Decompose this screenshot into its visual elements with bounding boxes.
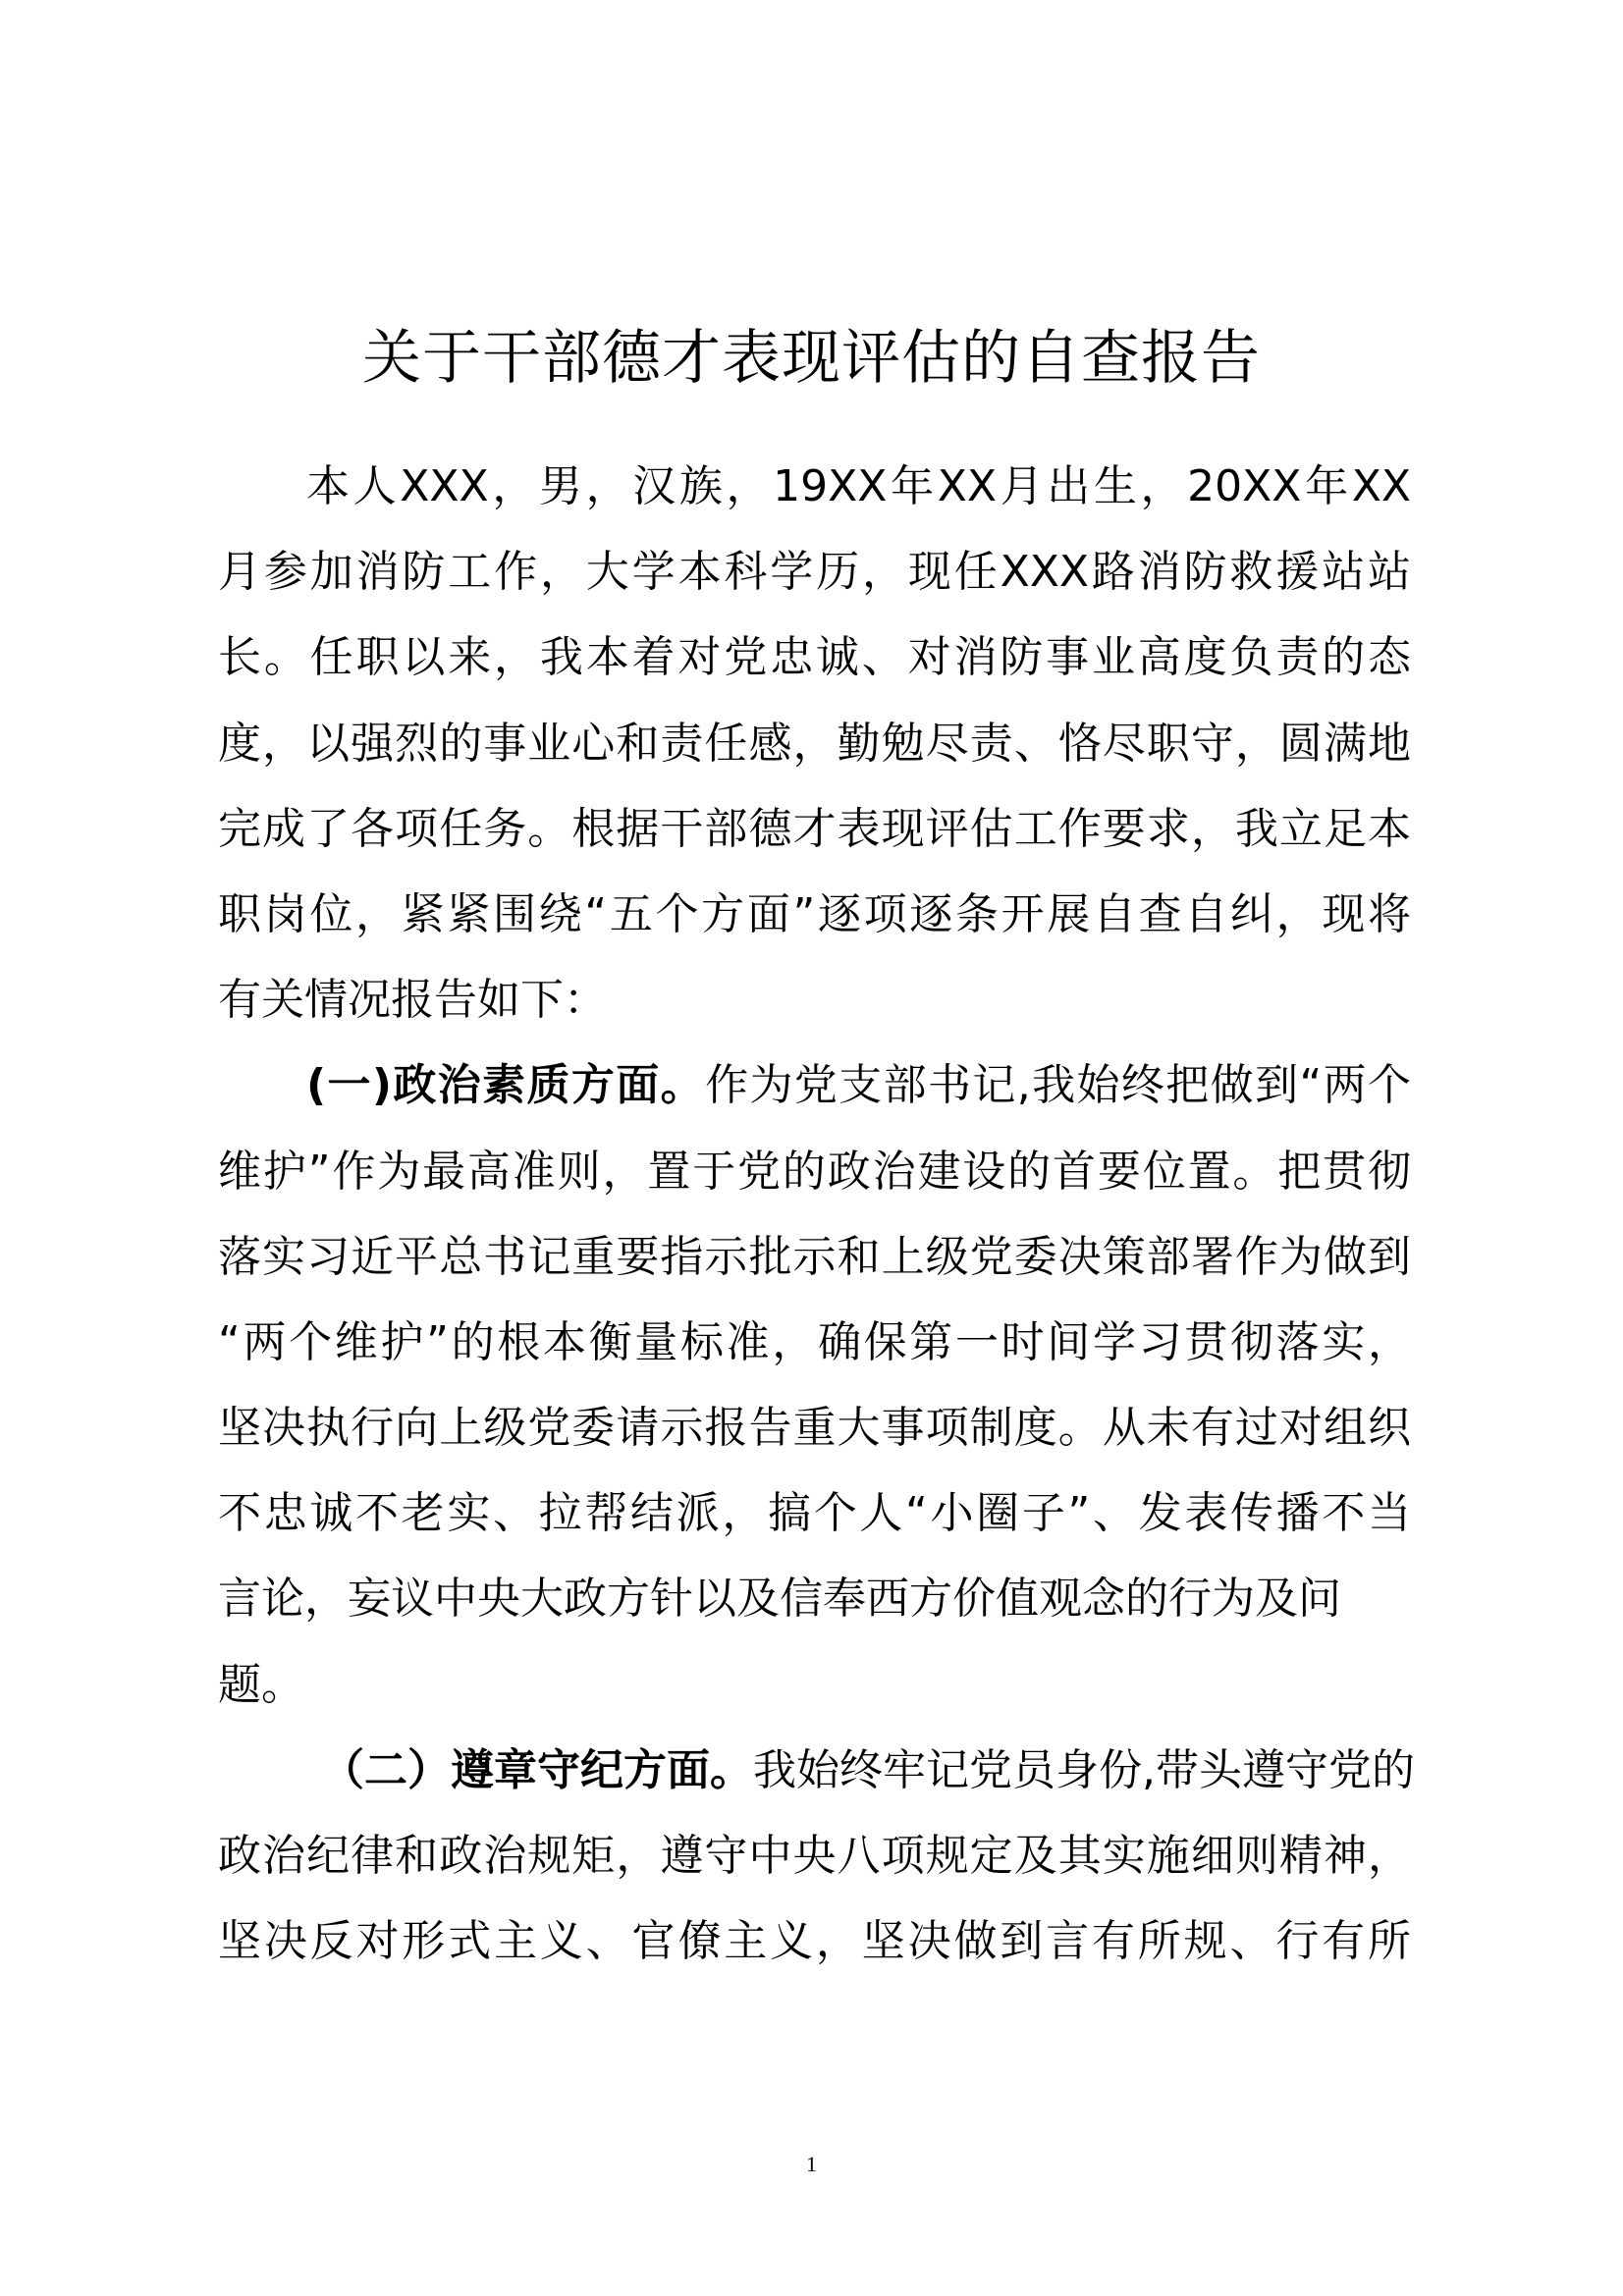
text-line: 政治纪律和政治规矩，遵守中央八项规定及其实施细则精神， bbox=[218, 1831, 1411, 1881]
section-heading: (一)政治素质方面。 bbox=[306, 1060, 706, 1111]
text-line: 本人XXX，男，汉族，19XX年XX月出生，20XX年XX bbox=[306, 461, 1411, 511]
paragraph-discipline bbox=[218, 1728, 1415, 1985]
text-line: 有关情况报告如下： bbox=[218, 975, 607, 1026]
document-title: 关于干部德才表现评估的自查报告 bbox=[362, 324, 1261, 393]
text-line: 长。任职以来，我本着对党忠诚、对消防事业高度负责的态 bbox=[218, 632, 1411, 683]
text-line: 落实习近平总书记重要指示批示和上级党委决策部署作为做到 bbox=[218, 1231, 1411, 1282]
text-line: 职岗位，紧紧围绕“五个方面”逐项逐条开展自查自纠，现将 bbox=[218, 888, 1411, 939]
paragraph-intro bbox=[218, 444, 1411, 1042]
text-span: 作为党支部书记,我始终把做到“两个 bbox=[705, 1060, 1412, 1111]
text-line: 坚决执行向上级党委请示报告重大事项制度。从未有过对组织 bbox=[218, 1403, 1411, 1454]
text-line: 完成了各项任务。根据干部德才表现评估工作要求，我立足本 bbox=[218, 803, 1411, 854]
text-line: 不忠诚不老实、拉帮结派，搞个人“小圈子”、发表传播不当 bbox=[218, 1488, 1411, 1539]
text-line: 度，以强烈的事业心和责任感，勤勉尽责、恪尽职守，圆满地 bbox=[218, 718, 1411, 769]
text-line bbox=[218, 1042, 1411, 1128]
text-line bbox=[218, 1728, 1415, 1813]
document-body bbox=[218, 444, 1415, 1984]
text-line: 坚决反对形式主义、官僚主义，坚决做到言有所规、行有所 bbox=[218, 1916, 1411, 1967]
page-number: 1 bbox=[806, 2152, 817, 2176]
paragraph-political-quality bbox=[218, 1042, 1411, 1728]
text-line: “两个维护”的根本衡量标准，确保第一时间学习贯彻落实， bbox=[218, 1316, 1411, 1367]
text-line: 题。 bbox=[218, 1659, 304, 1710]
section-heading: （二）遵章守纪方面。 bbox=[321, 1744, 753, 1795]
text-span: 我始终牢记党员身份,带头遵守党的 bbox=[753, 1744, 1415, 1795]
text-line: 维护”作为最高准则，置于党的政治建设的首要位置。把贯彻 bbox=[218, 1146, 1411, 1197]
text-line: 言论，妄议中央大政方针以及信奉西方价值观念的行为及问 bbox=[218, 1574, 1341, 1625]
text-line: 月参加消防工作，大学本科学历，现任XXX路消防救援站站 bbox=[218, 547, 1411, 598]
